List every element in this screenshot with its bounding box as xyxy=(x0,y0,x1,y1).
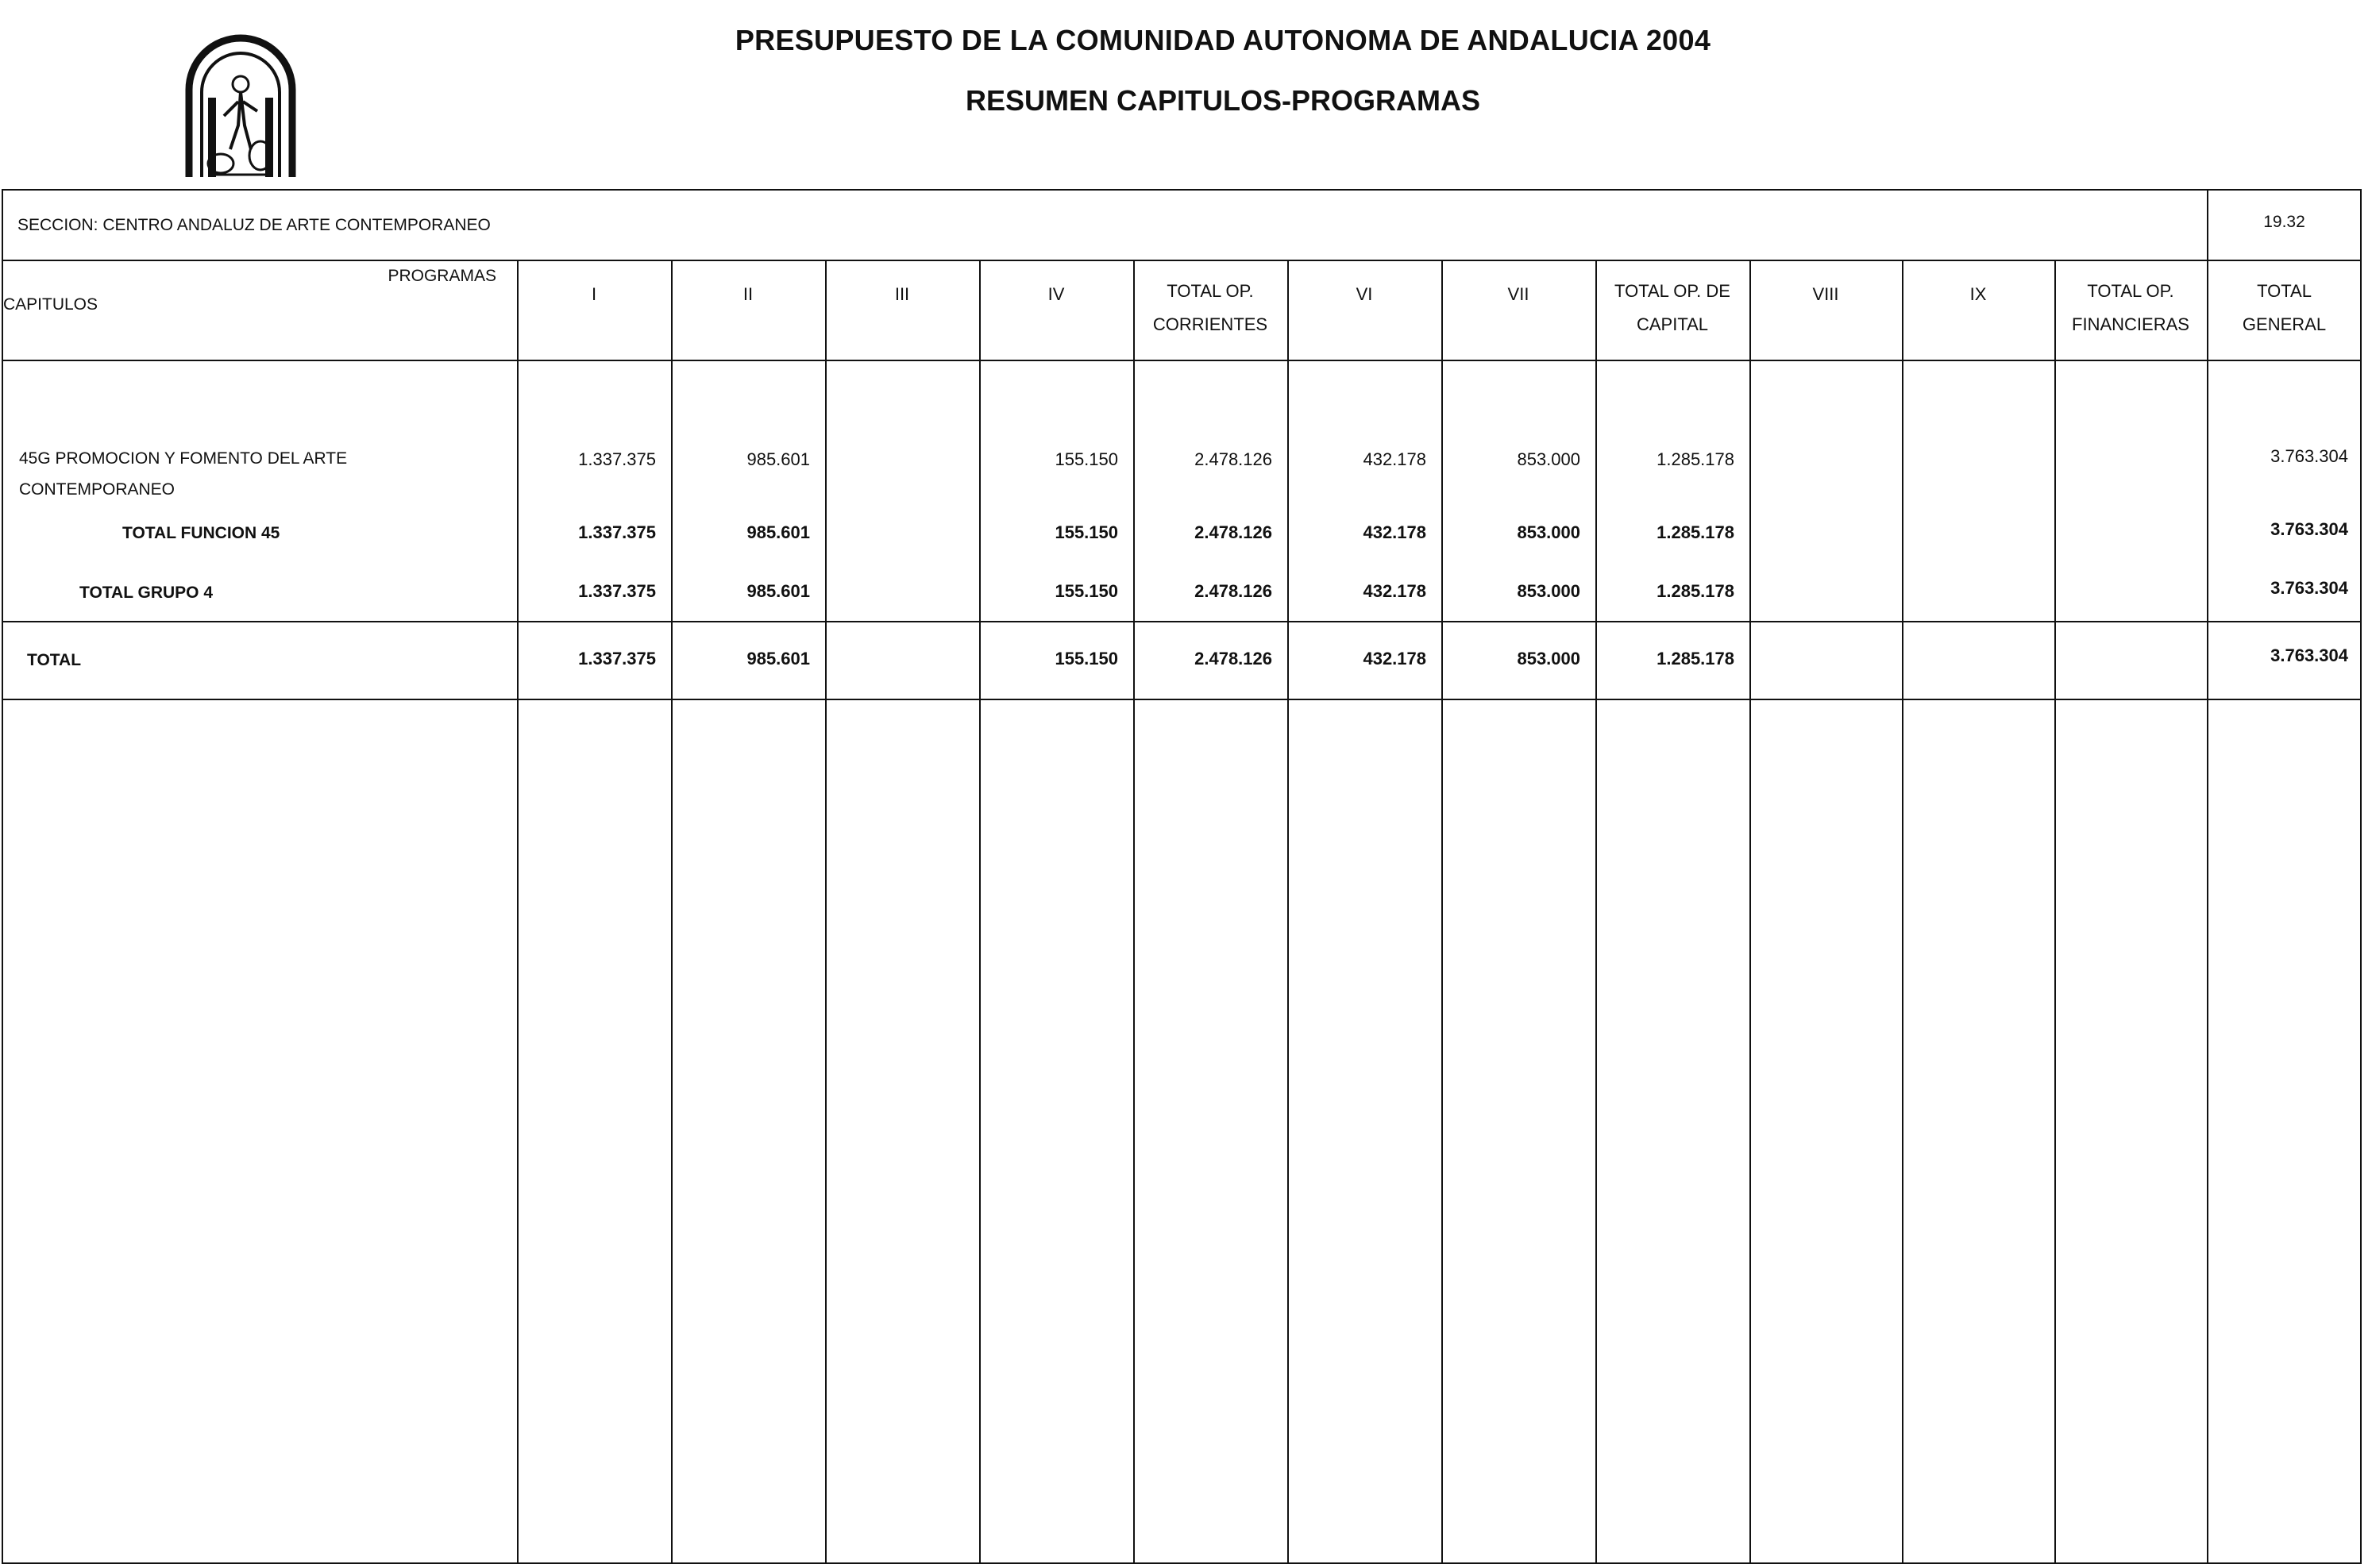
row-label: TOTAL GRUPO 4 xyxy=(79,584,214,602)
column-header: III xyxy=(894,284,910,304)
table-cell: 3.763.304 xyxy=(2270,446,2348,466)
page-subtitle: RESUMEN CAPITULOS-PROGRAMAS xyxy=(965,84,1481,117)
row-label: CONTEMPORANEO xyxy=(19,480,175,499)
divider xyxy=(2,360,2362,361)
table-cell: 1.285.178 xyxy=(1657,649,1734,668)
column-header: VIII xyxy=(1812,284,1839,304)
column-header: TOTAL OP. FINANCIERAS xyxy=(2072,281,2189,334)
table-cell: 2.478.126 xyxy=(1194,449,1272,469)
table-cell: 1.285.178 xyxy=(1657,522,1734,542)
divider xyxy=(2,699,2362,700)
table-cell: 1.285.178 xyxy=(1657,449,1734,469)
column-header: VII xyxy=(1507,284,1529,304)
table-cell: 853.000 xyxy=(1517,649,1580,668)
column-header: IV xyxy=(1047,284,1065,304)
section-label: SECCION: CENTRO ANDALUZ DE ARTE CONTEMPORANEO xyxy=(17,216,491,234)
column-header: VI xyxy=(1356,284,1373,304)
table-cell: 1.337.375 xyxy=(578,522,656,542)
table-cell: 432.178 xyxy=(1363,449,1426,469)
table-cell: 3.763.304 xyxy=(2270,519,2348,539)
column-header: TOTAL GENERAL xyxy=(2242,281,2327,334)
table-cell: 155.150 xyxy=(1055,649,1118,668)
table-cell: 853.000 xyxy=(1517,449,1580,469)
table-cell: 985.601 xyxy=(746,522,810,542)
column-header: TOTAL OP. DE CAPITAL xyxy=(1614,281,1730,334)
table-cell: 985.601 xyxy=(746,649,810,668)
divider xyxy=(2,621,2362,622)
table-cell: 432.178 xyxy=(1363,581,1426,601)
table-cell: 155.150 xyxy=(1055,449,1118,469)
column-header: TOTAL OP. CORRIENTES xyxy=(1152,281,1268,334)
page-title: PRESUPUESTO DE LA COMUNIDAD AUTONOMA DE ANDALUCIA 2004 xyxy=(735,24,1711,56)
divider xyxy=(1749,260,1751,1564)
table-cell: 432.178 xyxy=(1363,522,1426,542)
row-label: TOTAL FUNCION 45 xyxy=(122,524,280,542)
table-cell: 2.478.126 xyxy=(1194,649,1272,668)
divider xyxy=(1902,260,1903,1564)
table-cell: 3.763.304 xyxy=(2270,645,2348,665)
section-code: 19.32 xyxy=(2263,213,2305,231)
row-label: 45G PROMOCION Y FOMENTO DEL ARTE xyxy=(19,449,348,468)
column-header: II xyxy=(742,284,754,304)
divider xyxy=(2054,260,2056,1564)
table-cell: 985.601 xyxy=(746,581,810,601)
column-header: I xyxy=(591,284,597,304)
table-cell: 155.150 xyxy=(1055,522,1118,542)
table-cell: 2.478.126 xyxy=(1194,581,1272,601)
table-cell: 985.601 xyxy=(746,449,810,469)
table-cell: 2.478.126 xyxy=(1194,522,1272,542)
total-label: TOTAL xyxy=(27,651,82,669)
table-cell: 3.763.304 xyxy=(2270,578,2348,598)
budget-table xyxy=(2,189,2362,1564)
divider xyxy=(2207,189,2208,1564)
corner-programas: PROGRAMAS xyxy=(388,267,496,285)
column-header: IX xyxy=(1969,284,1987,304)
table-cell: 1.337.375 xyxy=(578,649,656,668)
table-cell: 432.178 xyxy=(1363,649,1426,668)
table-cell: 1.337.375 xyxy=(578,581,656,601)
table-cell: 853.000 xyxy=(1517,522,1580,542)
divider xyxy=(825,260,827,1564)
table-cell: 155.150 xyxy=(1055,581,1118,601)
andalucia-coat-of-arms-icon xyxy=(181,22,300,181)
table-cell: 1.337.375 xyxy=(578,449,656,469)
corner-capitulos: CAPITULOS xyxy=(3,295,98,314)
table-cell: 853.000 xyxy=(1517,581,1580,601)
table-cell: 1.285.178 xyxy=(1657,581,1734,601)
